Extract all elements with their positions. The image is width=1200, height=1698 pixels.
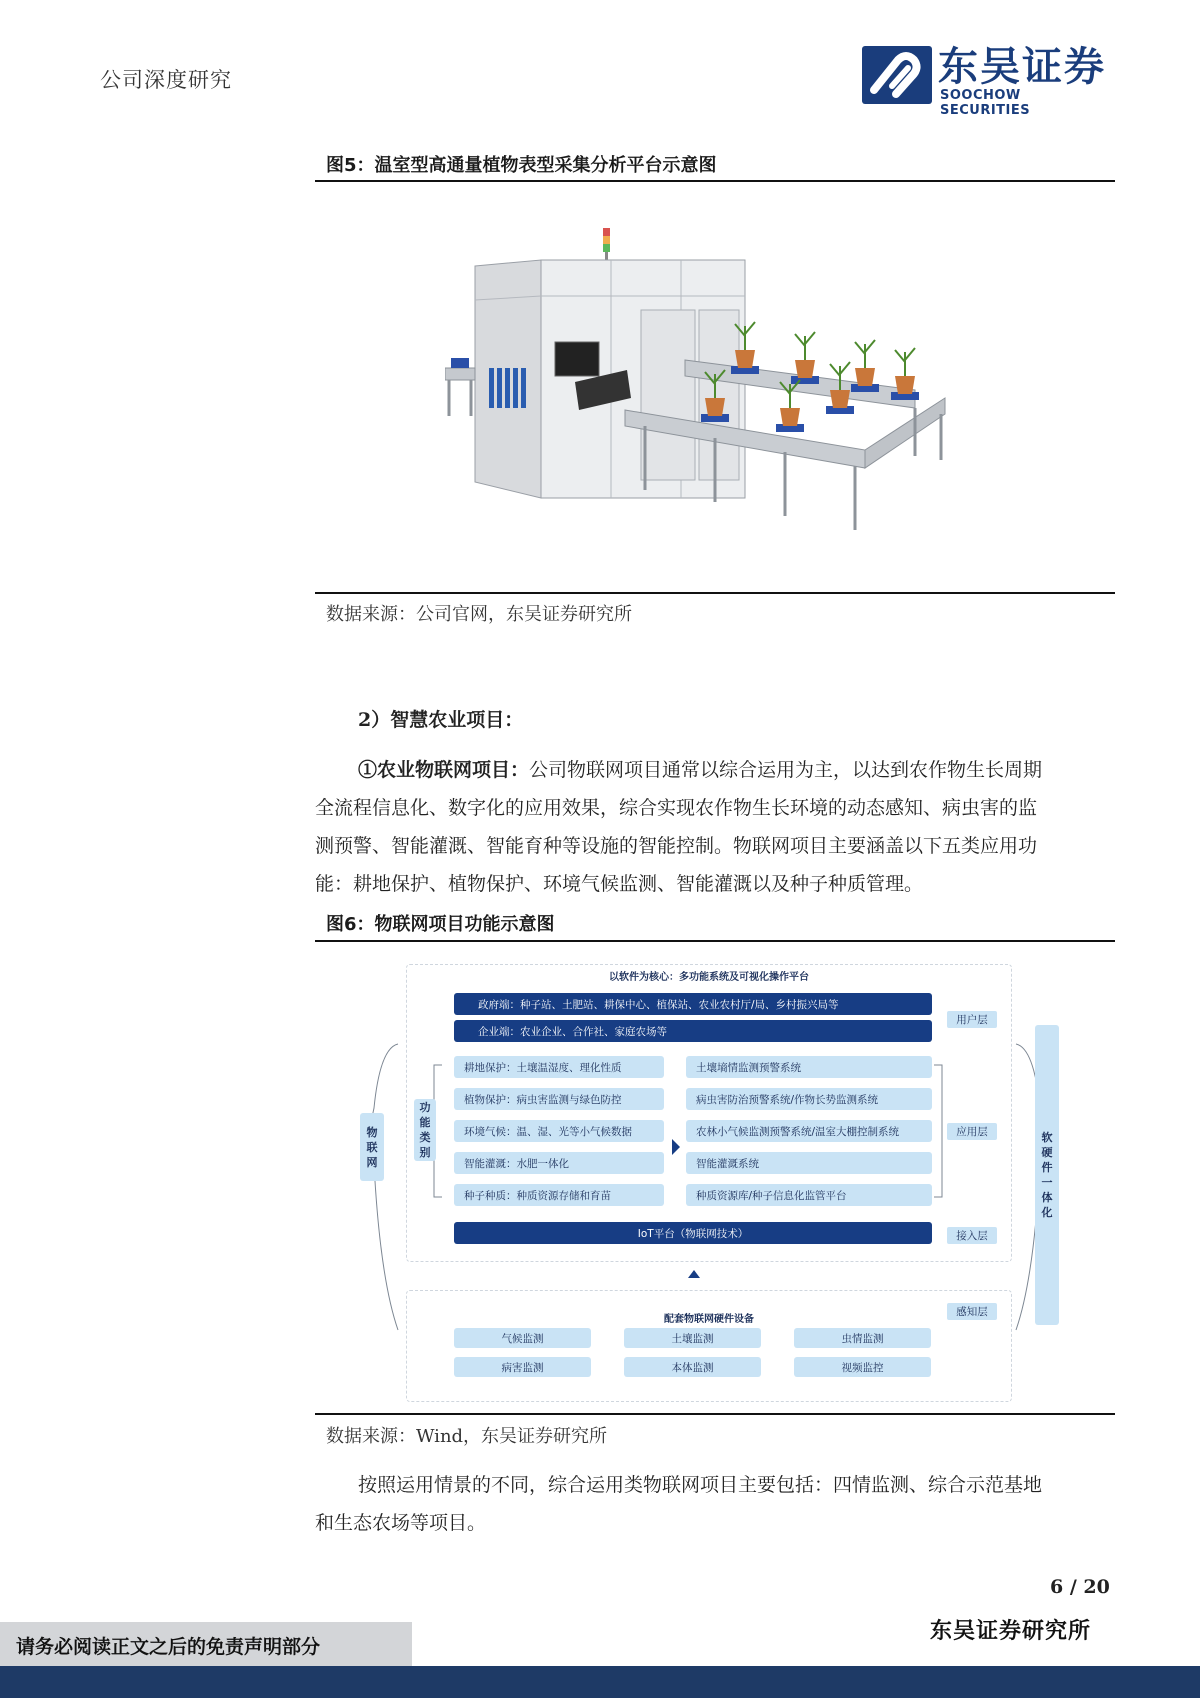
para-line-1: ①农业物联网项目：公司物联网项目通常以综合运用为主，以达到农作物生长周期 (358, 759, 1043, 781)
footer-org: 东吴证券研究所 (930, 1618, 1092, 1644)
paragraph-scenarios (315, 1466, 1115, 1542)
hw-climate: 气候监测 (454, 1328, 591, 1348)
paragraph-iot-project (315, 751, 1115, 903)
company-logo (862, 44, 1114, 118)
section-heading: 2）智慧农业项目： (358, 709, 524, 731)
figure5-bottom-rule (315, 592, 1115, 594)
figure6-bottom-rule (315, 1413, 1115, 1415)
left-item-4: 智能灌溉：水肥一体化 (454, 1152, 664, 1174)
right-item-3: 农林小气候监测预警系统/温室大棚控制系统 (686, 1120, 932, 1142)
ent-bar: 企业端：农业企业、合作社、家庭农场等 (454, 1020, 932, 1042)
para-line-2: 全流程信息化、数字化的应用效果，综合实现农作物生长环境的动态感知、病虫害的监 (315, 797, 1038, 819)
hardware-title: 配套物联网硬件设备 (664, 1314, 754, 1325)
phenotyping-platform-image (445, 220, 1005, 560)
right-item-1: 土壤墒情监测预警系统 (686, 1056, 932, 1078)
right-item-4: 智能灌溉系统 (686, 1152, 932, 1174)
gov-bar: 政府端：种子站、土肥站、耕保中心、植保站、农业农村厅/局、乡村振兴局等 (454, 993, 932, 1015)
hw-soil: 土壤监测 (624, 1328, 761, 1348)
logo-en: SOOCHOW SECURITIES (940, 88, 1031, 118)
figure5-top-rule (315, 180, 1115, 182)
iot-platform-bar: IoT平台（物联网技术） (454, 1222, 932, 1244)
left-item-5: 种子种质：种质资源存储和育苗 (454, 1184, 664, 1206)
hw-disease: 病害监测 (454, 1357, 591, 1377)
para-line-3: 测预警、智能灌溉、智能育种等设施的智能控制。物联网项目主要涵盖以下五类应用功 (315, 835, 1038, 857)
function-category-label: 功能类别 (414, 1099, 436, 1161)
left-item-3: 环境气候：温、湿、光等小气候数据 (454, 1120, 664, 1142)
para2-line-1: 按照运用情景的不同，综合运用类物联网项目主要包括：四情监测、综合示范基地 (358, 1474, 1043, 1496)
layer-user: 用户层 (947, 1011, 997, 1028)
right-item-2: 病虫害防治预警系统/作物长势监测系统 (686, 1088, 932, 1110)
disclaimer-banner: 请务必阅读正文之后的免责声明部分 (0, 1622, 412, 1666)
top-title: 以软件为核心：多功能系统及可视化操作平台 (609, 972, 809, 983)
hardware-software-integration-label: 软硬件一体化 (1035, 1025, 1059, 1325)
para-lead: ①农业物联网项目： (358, 759, 530, 781)
layer-sense: 感知层 (947, 1303, 997, 1320)
layer-app: 应用层 (947, 1123, 997, 1140)
figure6-top-rule (315, 940, 1115, 942)
page-number: 6 / 20 (1050, 1576, 1110, 1598)
figure6-title: 图6：物联网项目功能示意图 (326, 914, 555, 935)
right-item-5: 种质资源库/种子信息化监管平台 (686, 1184, 932, 1206)
hw-video: 视频监控 (794, 1357, 931, 1377)
logo-name: 东吴证券 (938, 44, 1106, 90)
iot-function-diagram (350, 958, 1090, 1408)
para2-line-2: 和生态农场等项目。 (315, 1512, 487, 1534)
hw-pest: 虫情监测 (794, 1328, 931, 1348)
para-line-4: 能：耕地保护、植物保护、环境气候监测、智能灌溉以及种子种质管理。 (315, 873, 924, 895)
iot-label: 物联网 (360, 1113, 384, 1181)
layer-access: 接入层 (947, 1227, 997, 1244)
figure5-title: 图5：温室型高通量植物表型采集分析平台示意图 (326, 155, 717, 176)
figure6-source: 数据来源：Wind，东吴证券研究所 (326, 1426, 608, 1447)
left-item-2: 植物保护：病虫害监测与绿色防控 (454, 1088, 664, 1110)
report-type-label: 公司深度研究 (100, 68, 232, 92)
hw-body: 本体监测 (624, 1357, 761, 1377)
left-item-1: 耕地保护：土壤温湿度、理化性质 (454, 1056, 664, 1078)
footer-bar (0, 1666, 1200, 1698)
figure5-source: 数据来源：公司官网，东吴证券研究所 (326, 604, 632, 625)
soochow-logo-icon (862, 46, 932, 104)
